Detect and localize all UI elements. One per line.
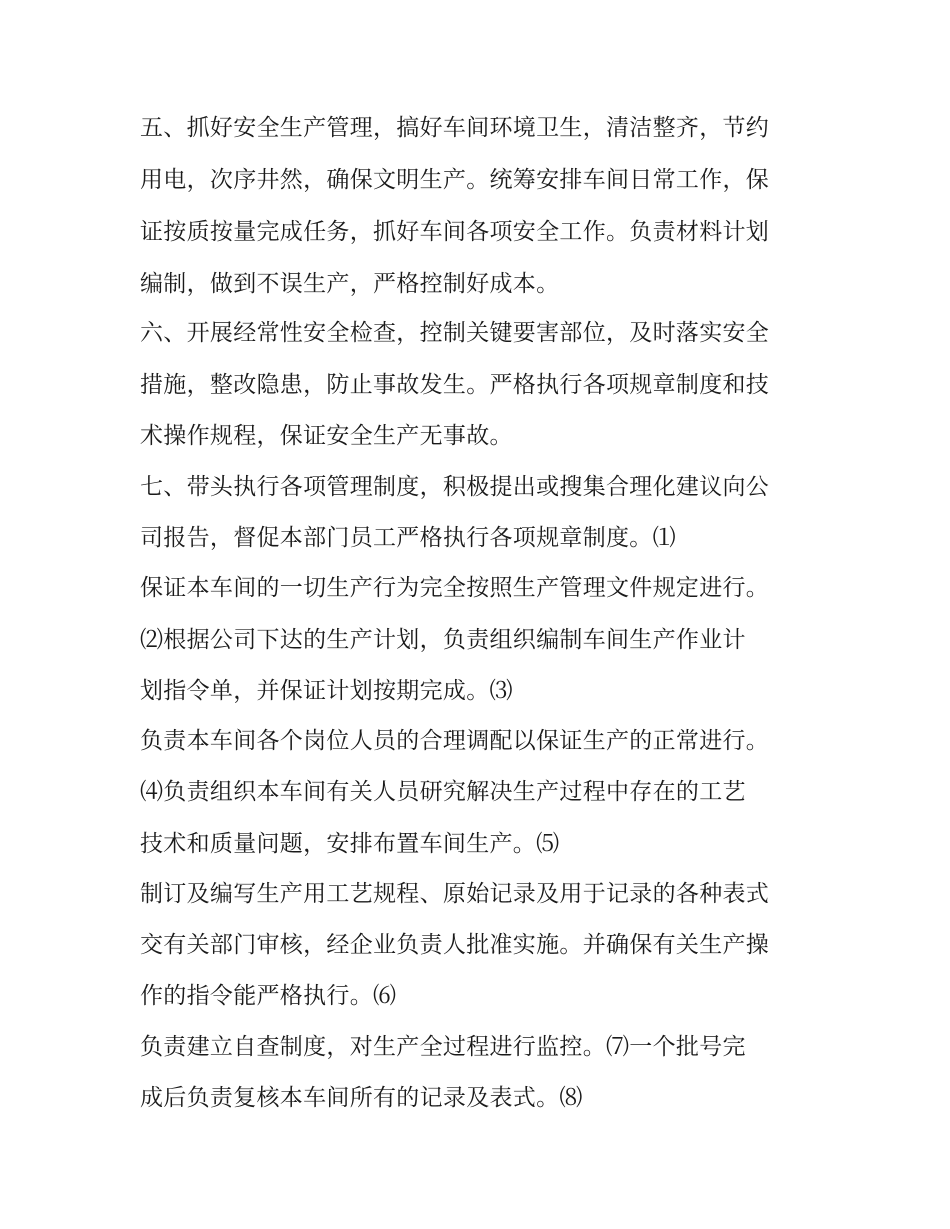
text-line: 七、带头执行各项管理制度，积极提出或搜集合理化建议向公 (140, 474, 770, 500)
text-line: ⑷负责组织本车间有关人员研究解决生产过程中存在的工艺 (140, 779, 746, 805)
text-line: 负责本车间各个岗位人员的合理调配以保证生产的正常进行。 (140, 728, 770, 754)
text-line: 负责建立自查制度，对生产全过程进行监控。⑺一个批号完 (140, 1034, 746, 1060)
text-line: 作的指令能严格执行。⑹ (140, 983, 397, 1009)
text-line: 六、开展经常性安全检查，控制关键要害部位，及时落实安全 (140, 320, 770, 346)
text-line: 制订及编写生产用工艺规程、原始记录及用于记录的各种表式 (140, 881, 770, 907)
text-line: 五、抓好安全生产管理，搞好车间环境卫生，清洁整齐，节约 (140, 115, 770, 141)
text-line: 交有关部门审核，经企业负责人批准实施。并确保有关生产操 (140, 932, 770, 958)
text-line: 术操作规程，保证安全生产无事故。 (140, 423, 513, 449)
text-line: 成后负责复核本车间所有的记录及表式。⑻ (140, 1085, 583, 1111)
text-line: 技术和质量问题，安排布置车间生产。⑸ (140, 831, 560, 857)
text-line: 证按质按量完成任务，抓好车间各项安全工作。负责材料计划 (140, 219, 770, 245)
text-line: 编制，做到不误生产，严格控制好成本。 (140, 271, 560, 297)
text-line: 保证本车间的一切生产行为完全按照生产管理文件规定进行。 (140, 575, 770, 601)
text-line: 用电，次序井然，确保文明生产。统筹安排车间日常工作，保 (140, 167, 770, 193)
text-line: 划指令单，并保证计划按期完成。⑶ (140, 678, 513, 704)
text-line: 措施，整改隐患，防止事故发生。严格执行各项规章制度和技 (140, 372, 770, 398)
text-line: ⑵根据公司下达的生产计划，负责组织编制车间生产作业计 (140, 627, 746, 653)
text-line: 司报告，督促本部门员工严格执行各项规章制度。⑴ (140, 525, 676, 551)
